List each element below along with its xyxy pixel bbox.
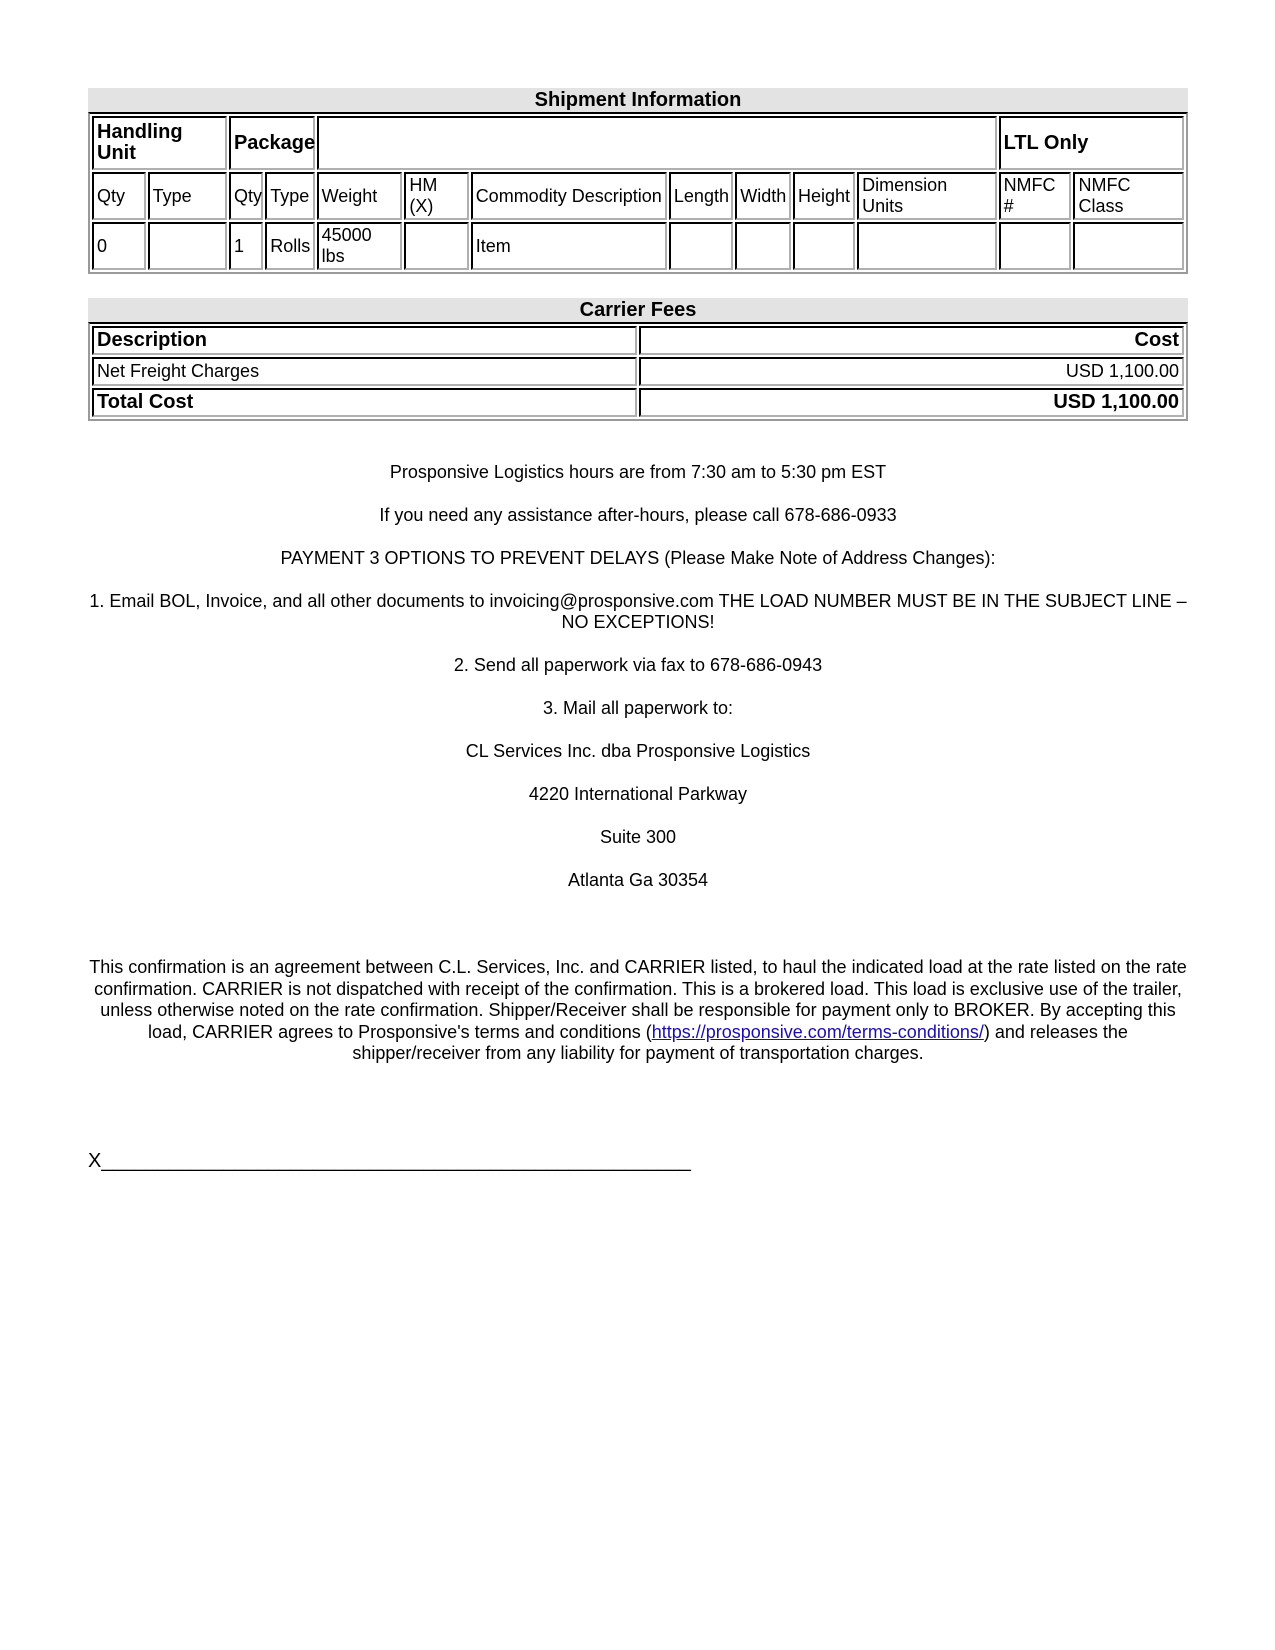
business-hours-text: Prosponsive Logistics hours are from 7:30 am to 5:30 pm EST bbox=[389, 462, 887, 482]
column-header: NMFC Class bbox=[1073, 172, 1184, 220]
table-cell bbox=[857, 222, 996, 270]
column-header: Height bbox=[793, 172, 855, 220]
table-cell: Item bbox=[471, 222, 667, 270]
table-cell: Rolls bbox=[265, 222, 314, 270]
table-cell: 45000 lbs bbox=[317, 222, 403, 270]
fees-header-row bbox=[92, 326, 1184, 355]
shipment-information-title: Shipment Information bbox=[88, 88, 1188, 112]
payment-option-fax: 2. Send all paperwork via fax to 678-686-0943 bbox=[453, 655, 823, 675]
carrier-fees-title: Carrier Fees bbox=[88, 298, 1188, 322]
address-suite: Suite 300 bbox=[599, 827, 677, 847]
address-street: 4220 International Parkway bbox=[528, 784, 748, 804]
address-city: Atlanta Ga 30354 bbox=[567, 870, 709, 890]
agreement-text-before: This confirmation is an agreement between C.L. Services, Inc. and CARRIER listed, to haul the indicated load at the rate listed on the rate confirmation. CARRIER is not dispatched with receipt of the confirmation. This is a brokered load. This load is exclusive use of the trailer, unless otherwise noted on the rate confirmation. Shipper/Receiver shall be responsible for payment only to BROKER. By accepting this load, CARRIER agrees to Prosponsive's terms and conditions ( bbox=[89, 957, 1187, 1042]
handling-unit-header: Handling Unit bbox=[92, 116, 227, 170]
column-header: Weight bbox=[317, 172, 403, 220]
total-cost-value: USD 1,100.00 bbox=[639, 388, 1184, 417]
shipment-information-section bbox=[88, 88, 1188, 274]
column-header: Qty bbox=[229, 172, 263, 220]
column-header: Commodity Description bbox=[471, 172, 667, 220]
carrier-fees-table bbox=[88, 322, 1188, 421]
table-cell bbox=[735, 222, 791, 270]
shipment-table bbox=[88, 112, 1188, 274]
table-cell: 0 bbox=[92, 222, 146, 270]
after-hours-text: If you need any assistance after-hours, please call 678-686-0933 bbox=[379, 505, 897, 525]
column-header: Length bbox=[669, 172, 733, 220]
instructions-block bbox=[88, 462, 1188, 913]
ltl-only-header: LTL Only bbox=[999, 116, 1184, 170]
table-cell: 1 bbox=[229, 222, 263, 270]
address-company: CL Services Inc. dba Prosponsive Logistics bbox=[465, 741, 811, 761]
table-cell bbox=[999, 222, 1072, 270]
payment-option-mail: 3. Mail all paperwork to: bbox=[542, 698, 734, 718]
shipment-column-header-row bbox=[92, 172, 1184, 220]
column-header: NMFC # bbox=[999, 172, 1072, 220]
table-cell bbox=[404, 222, 468, 270]
column-header: Qty bbox=[92, 172, 146, 220]
table-row bbox=[92, 357, 1184, 386]
table-cell bbox=[148, 222, 227, 270]
fee-cost: USD 1,100.00 bbox=[639, 357, 1184, 386]
terms-conditions-link[interactable]: https://prosponsive.com/terms-conditions/ bbox=[651, 1021, 984, 1042]
total-row bbox=[92, 388, 1184, 417]
table-cell bbox=[1073, 222, 1184, 270]
column-header: HM (X) bbox=[404, 172, 468, 220]
agreement-text-after: ) and releases the shipper/receiver from any liability for payment of transportation charges. bbox=[352, 1021, 1128, 1063]
blank-header-cell bbox=[317, 116, 997, 170]
payment-options-header: PAYMENT 3 OPTIONS TO PREVENT DELAYS (Please Make Note of Address Changes): bbox=[280, 548, 996, 568]
table-cell bbox=[669, 222, 733, 270]
signature-line: X_____________________________________________________ bbox=[88, 1150, 691, 1172]
agreement-paragraph bbox=[88, 957, 1188, 1065]
shipment-group-header-row bbox=[92, 116, 1184, 170]
payment-option-email: 1. Email BOL, Invoice, and all other documents to invoicing@prosponsive.com THE LOAD NUMBER MUST BE IN THE SUBJECT LINE – NO EXCEPTIONS! bbox=[89, 591, 1187, 632]
column-header: Type bbox=[148, 172, 227, 220]
column-header: Type bbox=[265, 172, 314, 220]
description-header: Description bbox=[92, 326, 637, 355]
column-header: Width bbox=[735, 172, 791, 220]
fee-description: Net Freight Charges bbox=[92, 357, 637, 386]
cost-header: Cost bbox=[639, 326, 1184, 355]
table-row bbox=[92, 222, 1184, 270]
column-header: Dimension Units bbox=[857, 172, 996, 220]
carrier-fees-section bbox=[88, 298, 1188, 421]
table-cell bbox=[793, 222, 855, 270]
package-header: Package bbox=[229, 116, 315, 170]
total-cost-label: Total Cost bbox=[92, 388, 637, 417]
